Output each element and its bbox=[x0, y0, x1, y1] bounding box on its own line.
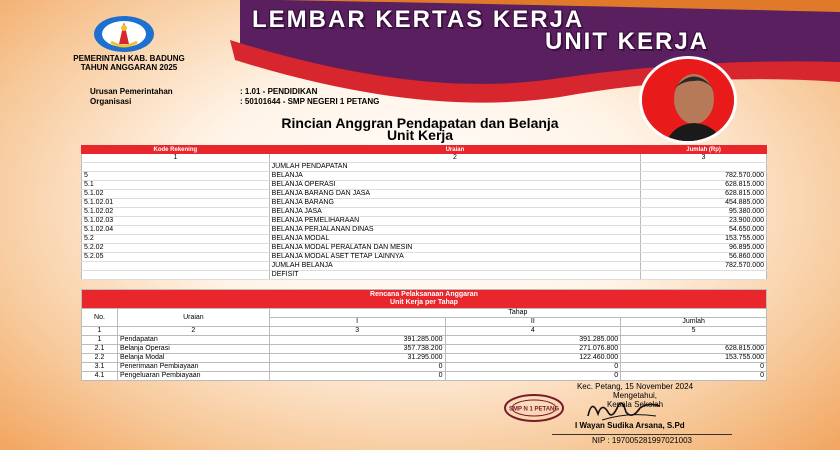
col-jumlah: Jumlah (Rp) bbox=[641, 146, 767, 154]
organisasi-label: Organisasi bbox=[90, 97, 132, 106]
row-jumlah: 0 bbox=[621, 363, 767, 372]
row-uraian: BELANJA MODAL PERALATAN DAN MESIN bbox=[269, 244, 641, 253]
col-tahap-2: II bbox=[445, 318, 621, 327]
rincian-table bbox=[81, 145, 767, 280]
row-jumlah: 628.815.000 bbox=[621, 345, 767, 354]
row-uraian: DEFISIT bbox=[269, 271, 641, 280]
row-jumlah: 628.815.000 bbox=[641, 190, 767, 199]
col-number-3: 3 bbox=[641, 154, 767, 163]
place-date: Kec. Petang, 15 November 2024 bbox=[576, 382, 694, 391]
rincian-row bbox=[82, 271, 767, 280]
row-uraian: BELANJA BARANG bbox=[269, 199, 641, 208]
rincian-row bbox=[82, 181, 767, 190]
row-jumlah: 782.570.000 bbox=[641, 172, 767, 181]
row-tahap-2: 391.285.000 bbox=[445, 336, 621, 345]
rincian-row bbox=[82, 163, 767, 172]
row-no: 1 bbox=[82, 336, 118, 345]
row-tahap-1: 0 bbox=[269, 363, 445, 372]
col-jumlah: Jumlah bbox=[621, 318, 767, 327]
rencana-row bbox=[82, 363, 767, 372]
row-no: 4.1 bbox=[82, 372, 118, 381]
col-kode-rekening: Kode Rekening bbox=[82, 146, 270, 154]
rencana-row bbox=[82, 345, 767, 354]
urusan-label: Urusan Pemerintahan bbox=[90, 87, 173, 96]
signer-nip: NIP : 197005281997021003 bbox=[552, 434, 732, 445]
jabatan-text: Kepala Sekolah bbox=[606, 400, 664, 409]
page-title-line-1: LEMBAR KERTAS KERJA bbox=[252, 6, 585, 33]
col-number-3: 3 bbox=[269, 327, 445, 336]
col-uraian: Uraian bbox=[117, 309, 269, 327]
row-uraian: Penerimaan Pembiayaan bbox=[117, 363, 269, 372]
rincian-row bbox=[82, 235, 767, 244]
rencana-title-line-2: Unit Kerja per Tahap bbox=[390, 299, 458, 306]
rincian-row bbox=[82, 226, 767, 235]
row-no: 2.1 bbox=[82, 345, 118, 354]
row-jumlah: 0 bbox=[621, 372, 767, 381]
gov-line-1: PEMERINTAH KAB. BADUNG bbox=[73, 54, 185, 63]
row-jumlah: 23.900.000 bbox=[641, 217, 767, 226]
meta-info bbox=[90, 87, 379, 107]
gov-line-2: TAHUN ANGGARAN 2025 bbox=[80, 63, 178, 72]
signer-name: I Wayan Sudika Arsana, S.Pd bbox=[575, 421, 685, 430]
rincian-title-line-2: Unit Kerja bbox=[386, 127, 454, 143]
row-uraian: BELANJA bbox=[269, 172, 641, 181]
rencana-row bbox=[82, 336, 767, 345]
col-tahap-1: I bbox=[269, 318, 445, 327]
row-uraian: BELANJA JASA bbox=[269, 208, 641, 217]
rincian-row bbox=[82, 217, 767, 226]
row-jumlah: 96.895.000 bbox=[641, 244, 767, 253]
school-stamp bbox=[503, 393, 565, 423]
rincian-row bbox=[82, 253, 767, 262]
rencana-title bbox=[82, 290, 767, 309]
row-kode bbox=[82, 271, 270, 280]
urusan-value: : 1.01 - PENDIDIKAN bbox=[240, 87, 318, 96]
organisasi-value: : 50101644 - SMP NEGERI 1 PETANG bbox=[240, 97, 380, 106]
page-title-line-2: UNIT KERJA bbox=[545, 28, 710, 55]
row-jumlah bbox=[641, 271, 767, 280]
row-jumlah: 782.570.000 bbox=[641, 262, 767, 271]
col-number-4: 4 bbox=[445, 327, 621, 336]
rincian-row bbox=[82, 172, 767, 181]
row-tahap-1: 391.285.000 bbox=[269, 336, 445, 345]
row-kode: 5.1.02 bbox=[82, 190, 270, 199]
row-tahap-2: 271.076.800 bbox=[445, 345, 621, 354]
col-uraian: Uraian bbox=[269, 146, 641, 154]
row-kode: 5.1.02.04 bbox=[82, 226, 270, 235]
row-tahap-1: 31.295.000 bbox=[269, 354, 445, 363]
row-uraian: JUMLAH PENDAPATAN bbox=[269, 163, 641, 172]
row-kode: 5.1 bbox=[82, 181, 270, 190]
row-uraian: Pendapatan bbox=[117, 336, 269, 345]
row-jumlah: 56.860.000 bbox=[641, 253, 767, 262]
row-jumlah: 54.650.000 bbox=[641, 226, 767, 235]
row-tahap-2: 0 bbox=[445, 363, 621, 372]
rincian-row bbox=[82, 244, 767, 253]
rincian-row bbox=[82, 199, 767, 208]
col-number-1: 1 bbox=[82, 154, 270, 163]
row-jumlah: 454.885.000 bbox=[641, 199, 767, 208]
row-kode bbox=[82, 163, 270, 172]
row-no: 2.2 bbox=[82, 354, 118, 363]
stamp-text: SMP N 1 PETANG bbox=[508, 406, 560, 413]
rencana-row bbox=[82, 354, 767, 363]
row-jumlah bbox=[621, 336, 767, 345]
row-kode bbox=[82, 262, 270, 271]
rincian-row bbox=[82, 208, 767, 217]
row-tahap-2: 122.460.000 bbox=[445, 354, 621, 363]
row-kode: 5.1.02.03 bbox=[82, 217, 270, 226]
col-number-2: 2 bbox=[117, 327, 269, 336]
rincian-row bbox=[82, 190, 767, 199]
row-tahap-1: 0 bbox=[269, 372, 445, 381]
row-uraian: Belanja Modal bbox=[117, 354, 269, 363]
col-number-2: 2 bbox=[269, 154, 641, 163]
row-uraian: BELANJA PEMELIHARAAN bbox=[269, 217, 641, 226]
government-label bbox=[34, 54, 224, 72]
row-uraian: BELANJA MODAL ASET TETAP LAINNYA bbox=[269, 253, 641, 262]
row-uraian: BELANJA BARANG DAN JASA bbox=[269, 190, 641, 199]
row-uraian: BELANJA OPERASI bbox=[269, 181, 641, 190]
badung-logo bbox=[93, 14, 155, 54]
row-kode: 5.1.02.01 bbox=[82, 199, 270, 208]
col-number-5: 5 bbox=[621, 327, 767, 336]
row-jumlah: 153.755.000 bbox=[641, 235, 767, 244]
rencana-title-line-1: Rencana Pelaksanaan Anggaran bbox=[370, 291, 478, 298]
row-kode: 5.1.02.02 bbox=[82, 208, 270, 217]
row-tahap-2: 0 bbox=[445, 372, 621, 381]
row-jumlah: 153.755.000 bbox=[621, 354, 767, 363]
row-kode: 5.2.05 bbox=[82, 253, 270, 262]
row-tahap-1: 357.738.200 bbox=[269, 345, 445, 354]
rincian-title bbox=[180, 117, 660, 141]
handwritten-signature bbox=[578, 394, 668, 424]
col-number-1: 1 bbox=[82, 327, 118, 336]
rincian-row bbox=[82, 262, 767, 271]
row-jumlah: 628.815.000 bbox=[641, 181, 767, 190]
rencana-row bbox=[82, 372, 767, 381]
row-uraian: JUMLAH BELANJA bbox=[269, 262, 641, 271]
col-tahap: Tahap bbox=[269, 309, 766, 318]
row-jumlah: 95.380.000 bbox=[641, 208, 767, 217]
row-jumlah bbox=[641, 163, 767, 172]
rencana-table bbox=[81, 289, 767, 381]
row-no: 3.1 bbox=[82, 363, 118, 372]
mengetahui-text: Mengetahui, bbox=[612, 391, 658, 400]
row-kode: 5.2.02 bbox=[82, 244, 270, 253]
row-uraian: Pengeluaran Pembiayaan bbox=[117, 372, 269, 381]
row-kode: 5 bbox=[82, 172, 270, 181]
rincian-title-line-1: Rincian Anggran Pendapatan dan Belanja bbox=[281, 115, 559, 131]
row-kode: 5.2 bbox=[82, 235, 270, 244]
row-uraian: Belanja Operasi bbox=[117, 345, 269, 354]
col-no: No. bbox=[82, 309, 118, 327]
row-uraian: BELANJA MODAL bbox=[269, 235, 641, 244]
row-uraian: BELANJA PERJALANAN DINAS bbox=[269, 226, 641, 235]
